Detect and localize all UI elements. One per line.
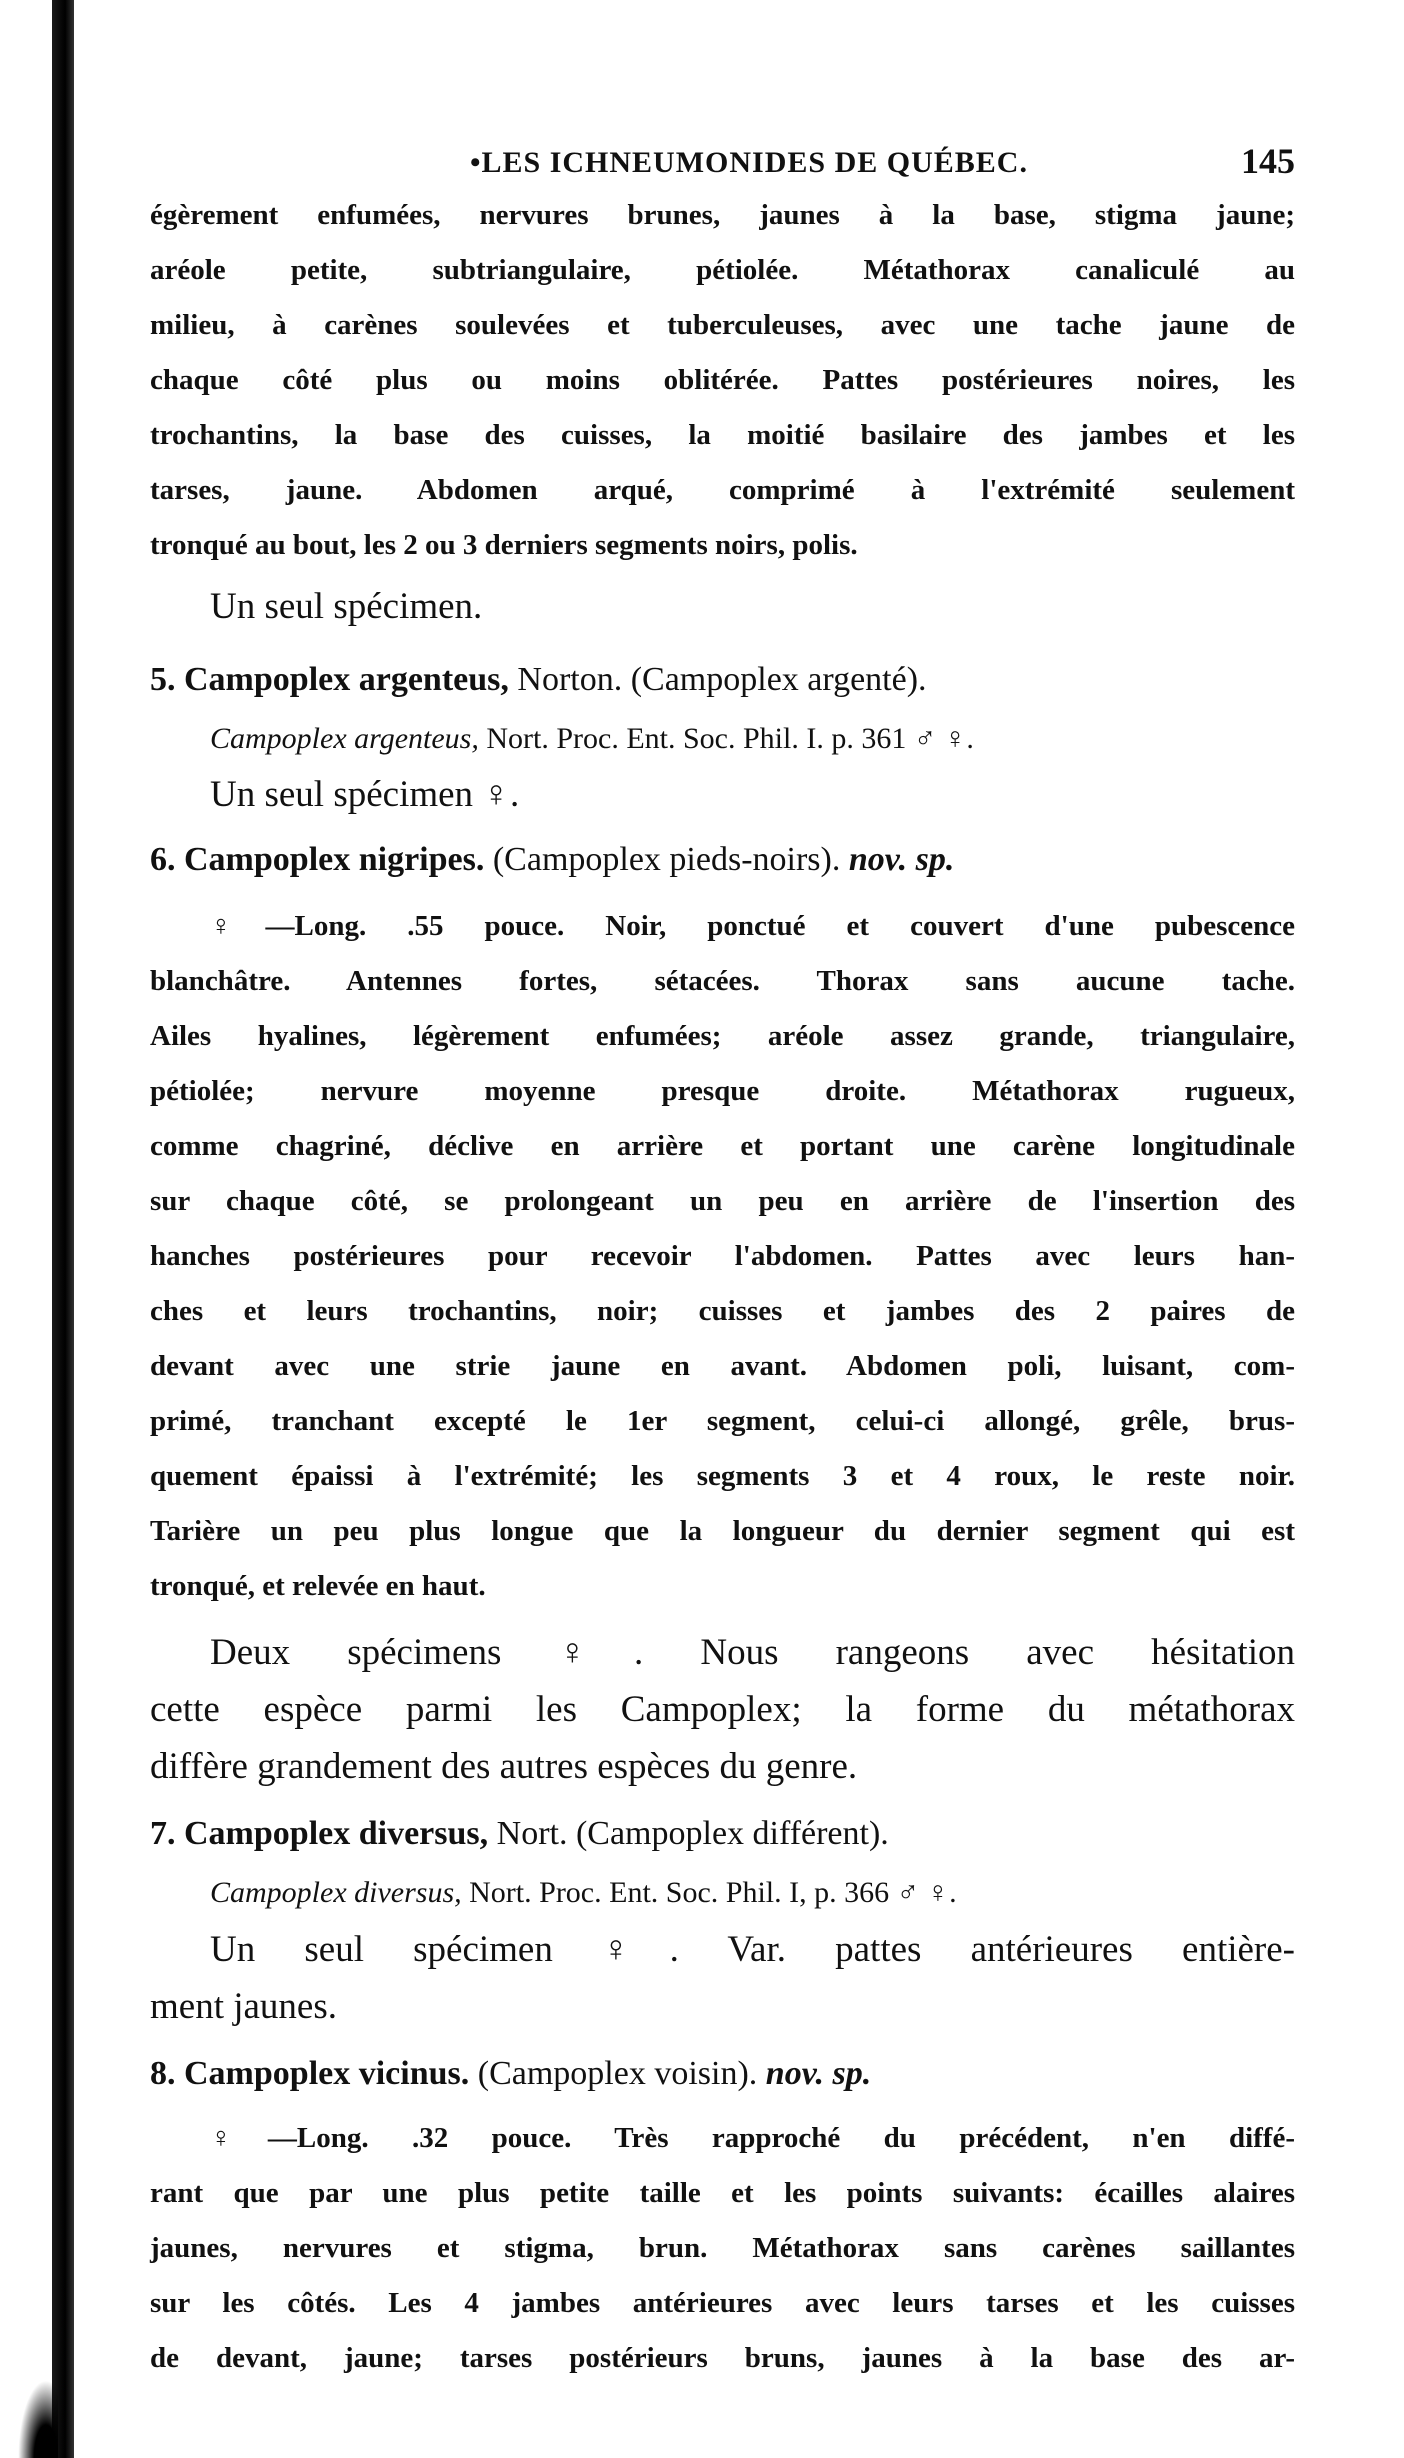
specimen-note: Un seul spécimen ♀. [210,774,520,815]
continuation-paragraph [150,188,1295,573]
text-line: ♀—Long. .55 pouce. Noir, ponctué et couvert d'une pubescence [210,910,1295,942]
text-line: diffère grandement des autres espèces du genre. [150,1746,858,1787]
species-reference [210,1865,1295,1921]
text-line: de devant, jaune; tarses postérieurs bruns, jaunes à la base des ar- [150,2342,1295,2374]
text-line: Tarière un peu plus longue que la longueur du dernier segment qui est [150,1515,1295,1547]
species-heading-8 [150,2043,1295,2105]
text-line: pétiolée; nervure moyenne presque droite. Métathorax rugueux, [150,1075,1295,1107]
reference-citation: Nort. Proc. Ent. Soc. Phil. I. p. 361 ♂ ♀. [486,722,974,755]
text-line: tronqué, et relevée en haut. [150,1570,486,1602]
text-line: sur chaque côté, se prolongeant un peu en arrière de l'insertion des [150,1185,1295,1217]
species-author: Norton. [517,661,623,698]
species-name: Campoplex diversus, [184,1815,489,1852]
text-line: égèrement enfumées, nervures brunes, jaunes à la base, stigma jaune; [150,199,1295,231]
species-name: Campoplex vicinus. [184,2055,470,2092]
text-line: cette espèce parmi les Campoplex; la forme du métathorax [150,1689,1295,1730]
text-line: Ailes hyalines, légèrement enfumées; aréole assez grande, triangulaire, [150,1020,1295,1052]
book-spine-shadow [52,0,74,2458]
species-common-name: (Campoplex voisin). [477,2055,758,2092]
species-common-name: (Campoplex argenté). [630,661,927,698]
species-heading-6 [150,829,1295,891]
text-line: hanches postérieures pour recevoir l'abdomen. Pattes avec leurs han- [150,1240,1295,1272]
text-line: quement épaissi à l'extrémité; les segments 3 et 4 roux, le reste noir. [150,1460,1295,1492]
species-name: Campoplex nigripes. [184,841,485,878]
species-common-name: (Campoplex différent). [575,1815,889,1852]
reference-citation: Nort. Proc. Ent. Soc. Phil. I, p. 366 ♂ ♀. [469,1876,957,1909]
text-line: primé, tranchant excepté le 1er segment, celui-ci allongé, grêle, brus- [150,1405,1295,1437]
specimen-note-7 [150,1921,1295,2035]
species-number: 5. [150,661,176,698]
page-number: 145 [1241,141,1295,181]
running-title: •LES ICHNEUMONIDES DE QUÉBEC. [470,146,1028,179]
text-line: blanchâtre. Antennes fortes, sétacées. Thorax sans aucune tache. [150,965,1295,997]
text-line: chaque côté plus ou moins oblitérée. Pattes postérieures noires, les [150,364,1295,396]
text-line: comme chagriné, déclive en arrière et portant une carène longitudinale [150,1130,1295,1162]
species-author: Nort. [496,1815,568,1852]
species-heading-5 [150,649,1295,711]
reference-name: Campoplex argenteus, [210,722,479,755]
species-reference [210,711,1295,767]
species-tag: nov. sp. [848,841,955,878]
species-description-8 [150,2111,1295,2386]
text-line: Un seul spécimen ♀. Var. pattes antérieures entière- [210,1929,1295,1970]
text-line: jaunes, nervures et stigma, brun. Métathorax sans carènes saillantes [150,2232,1295,2264]
page-content [150,128,1295,2386]
text-line: devant avec une strie jaune en avant. Abdomen poli, luisant, com- [150,1350,1295,1382]
text-line: trochantins, la base des cuisses, la moitié basilaire des jambes et les [150,419,1295,451]
text-line: tarses, jaune. Abdomen arqué, comprimé à l'extrémité seulement [150,474,1295,506]
specimen-note: Un seul spécimen. [210,586,483,627]
species-name: Campoplex argenteus, [184,661,509,698]
species-description-6 [150,899,1295,1614]
text-line: sur les côtés. Les 4 jambes antérieures avec leurs tarses et les cuisses [150,2287,1295,2319]
text-line: Deux spécimens ♀. Nous rangeons avec hésitation [210,1632,1295,1673]
text-line: rant que par une plus petite taille et les points suivants: écailles alaires [150,2177,1295,2209]
text-line: aréole petite, subtriangulaire, pétiolée. Métathorax canaliculé au [150,254,1295,286]
running-header [150,128,1295,188]
text-line: tronqué au bout, les 2 ou 3 derniers segments noirs, polis. [150,529,858,561]
species-tag: nov. sp. [765,2055,872,2092]
text-line: ment jaunes. [150,1986,338,2027]
text-line: milieu, à carènes soulevées et tuberculeuses, avec une tache jaune de [150,309,1295,341]
species-number: 8. [150,2055,176,2092]
species-number: 7. [150,1815,176,1852]
specimen-note-6 [150,1624,1295,1795]
species-common-name: (Campoplex pieds-noirs). [492,841,841,878]
species-heading-7 [150,1803,1295,1865]
text-line: ♀—Long. .32 pouce. Très rapproché du précédent, n'en diffé- [210,2122,1295,2154]
reference-name: Campoplex diversus, [210,1876,462,1909]
species-number: 6. [150,841,176,878]
spine-corner-shadow [18,2380,58,2458]
text-line: ches et leurs trochantins, noir; cuisses et jambes des 2 paires de [150,1295,1295,1327]
